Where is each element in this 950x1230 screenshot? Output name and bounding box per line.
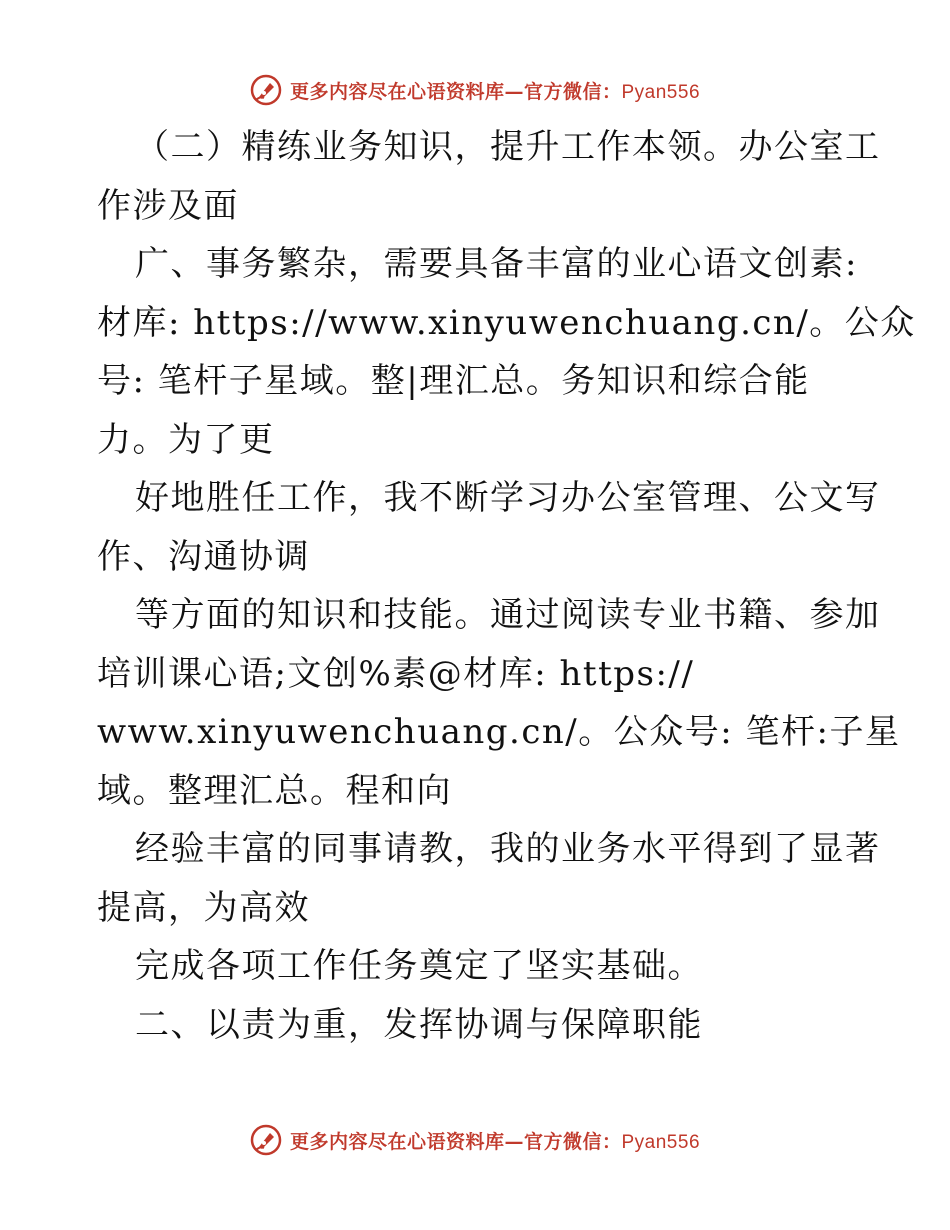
document-line: www.xinyuwenchuang.cn/。公众号: 笔杆:子星 xyxy=(97,712,901,752)
document-line: 域。整理汇总。程和向 xyxy=(97,770,452,811)
pen-nib-logo-icon xyxy=(250,1124,282,1156)
document-line: 作涉及面 xyxy=(97,185,239,226)
pen-nib-logo-icon xyxy=(250,74,282,106)
document-line: 经验丰富的同事请教，我的业务水平得到了显著 xyxy=(135,829,881,869)
document-line: 材库: https://www.xinyuwenchuang.cn/。公众 xyxy=(97,302,916,343)
document-line: 广、事务繁杂，需要具备丰富的业心语文创素: xyxy=(135,244,858,284)
document-line: （二）精练业务知识，提升工作本领。办公室工 xyxy=(135,127,881,167)
header-banner xyxy=(0,70,950,110)
document-line: 作、沟通协调 xyxy=(97,536,310,577)
section-heading: 二、以责为重，发挥协调与保障职能 xyxy=(135,1004,703,1045)
footer-banner-text xyxy=(290,1127,700,1154)
banner-slogan: 更多内容尽在心语资料库—官方微信： xyxy=(289,1130,622,1153)
document-line: 力。为了更 xyxy=(97,419,275,460)
document-line: 好地胜任工作，我不断学习办公室管理、公文写 xyxy=(135,478,881,518)
banner-wechat-id: Pyan556 xyxy=(621,81,701,103)
banner-slogan: 更多内容尽在心语资料库—官方微信： xyxy=(289,80,622,103)
document-line: 提高，为高效 xyxy=(97,887,310,928)
header-banner-text xyxy=(290,77,700,104)
document-body xyxy=(97,118,916,1054)
document-line: 完成各项工作任务奠定了坚实基础。 xyxy=(135,946,703,986)
document-line: 等方面的知识和技能。通过阅读专业书籍、参加 xyxy=(135,595,881,635)
footer-banner xyxy=(0,1120,950,1160)
banner-wechat-id: Pyan556 xyxy=(621,1131,701,1153)
document-line: 培训课心语;文创%素@材库: https:// xyxy=(97,653,695,694)
document-line: 号: 笔杆子星域。整|理汇总。务知识和综合能 xyxy=(97,361,810,401)
